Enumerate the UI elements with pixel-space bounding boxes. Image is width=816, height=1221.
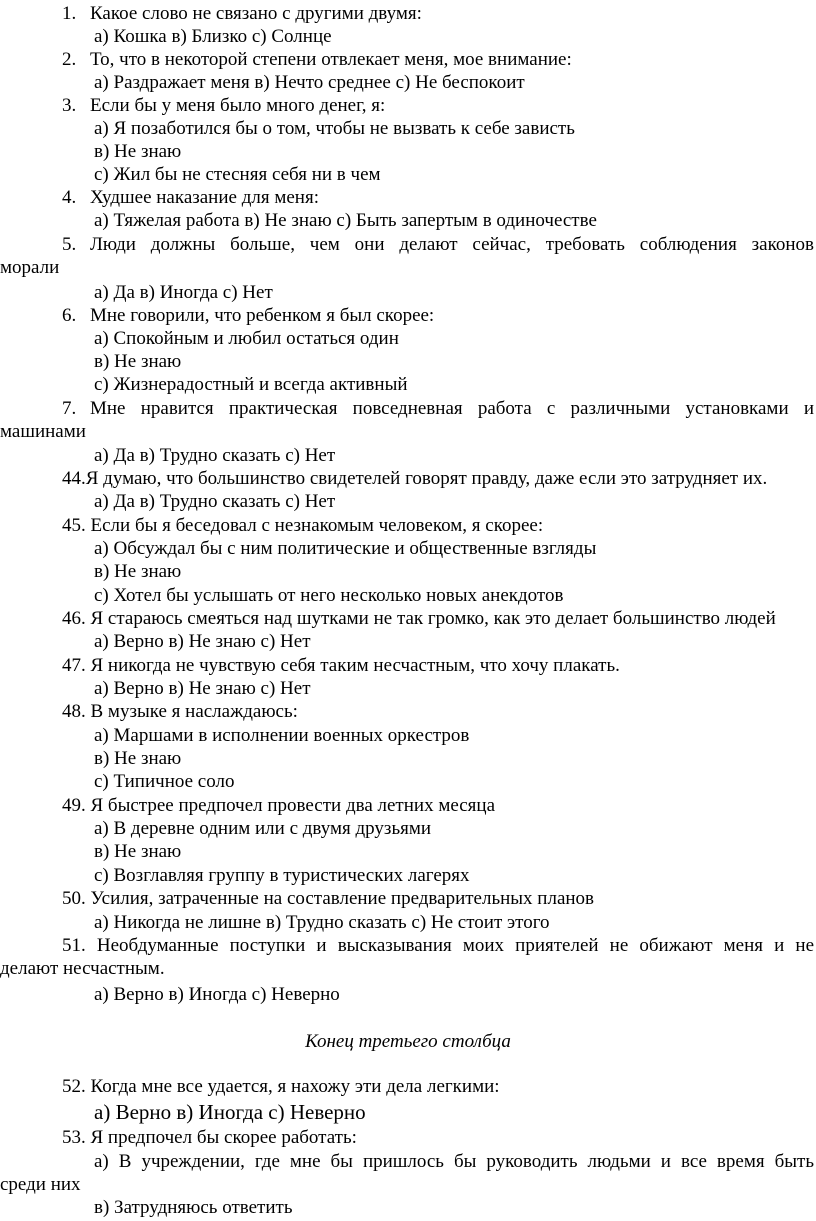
question-number: 1. bbox=[62, 3, 77, 24]
question-4 bbox=[62, 186, 319, 209]
question-text-continuation: машинами bbox=[0, 421, 86, 442]
question-number: 3. bbox=[62, 95, 77, 116]
question-text: Я никогда не чувствую себя таким несчастным, что хочу плакать. bbox=[90, 655, 620, 676]
question-7 bbox=[62, 397, 814, 420]
question-text: Я предпочел бы скорее работать: bbox=[90, 1127, 357, 1148]
question-text: В музыке я наслаждаюсь: bbox=[90, 701, 298, 722]
answer-option-a: а) В деревне одним или с двумя друзьями bbox=[94, 818, 432, 839]
question-number: 48. bbox=[62, 701, 86, 722]
question-47 bbox=[62, 654, 620, 677]
answer-options: а) Верно в) Иногда с) Неверно bbox=[94, 1100, 366, 1124]
answer-options: а) Да в) Трудно сказать с) Нет bbox=[94, 491, 336, 512]
question-text: Мне нравится практическая повседневная работа с различными установками и bbox=[90, 398, 814, 419]
answer-options: а) Никогда не лишне в) Трудно сказать с) Не стоит этого bbox=[94, 912, 550, 933]
answer-options: а) Верно в) Не знаю с) Нет bbox=[94, 631, 311, 652]
answer-option-continuation: среди них bbox=[0, 1174, 81, 1195]
question-45 bbox=[62, 514, 543, 537]
question-number: 50. bbox=[62, 888, 86, 909]
section-end-note: Конец третьего столбца bbox=[305, 1031, 511, 1052]
question-number: 46. bbox=[62, 608, 86, 629]
question-number: 52. bbox=[62, 1076, 86, 1097]
question-number: 53. bbox=[62, 1127, 86, 1148]
question-3 bbox=[62, 94, 385, 117]
question-text: Люди должны больше, чем они делают сейчас, требовать соблюдения законов bbox=[90, 234, 814, 255]
answer-option-b: в) Затрудняюсь ответить bbox=[94, 1197, 293, 1218]
question-number: 44. bbox=[62, 468, 86, 489]
answer-option-c: с) Жил бы не стесняя себя ни в чем bbox=[94, 164, 381, 185]
answer-option-c: с) Хотел бы услышать от него несколько новых анекдотов bbox=[94, 585, 564, 606]
question-48 bbox=[62, 700, 298, 723]
question-5 bbox=[62, 233, 814, 256]
answer-options: а) Верно в) Иногда с) Неверно bbox=[94, 984, 340, 1005]
question-text: Я думаю, что большинство свидетелей говорят правду, даже если это затрудняет их. bbox=[85, 468, 768, 489]
answer-option-b: в) Не знаю bbox=[94, 141, 182, 162]
question-text: Если бы у меня было много денег, я: bbox=[90, 95, 386, 116]
answer-options: а) Да в) Трудно сказать с) Нет bbox=[94, 445, 336, 466]
answer-option-c: с) Типичное соло bbox=[94, 771, 235, 792]
question-number: 45. bbox=[62, 515, 86, 536]
question-number: 5. bbox=[62, 234, 77, 255]
question-49 bbox=[62, 794, 495, 817]
answer-options: а) Кошка в) Близко с) Солнце bbox=[94, 26, 332, 47]
question-number: 47. bbox=[62, 655, 86, 676]
answer-option-b: в) Не знаю bbox=[94, 841, 182, 862]
question-text: То, что в некоторой степени отвлекает меня, мое внимание: bbox=[90, 49, 572, 70]
answer-option-a: а) Я позаботился бы о том, чтобы не вызвать к себе зависть bbox=[94, 118, 575, 139]
question-text: Я стараюсь смеяться над шутками не так громко, как это делает большинство людей bbox=[90, 608, 776, 629]
answer-option-a: а) Обсуждал бы с ним политические и общественные взгляды bbox=[94, 538, 597, 559]
question-number: 7. bbox=[62, 398, 77, 419]
question-51 bbox=[62, 934, 814, 957]
answer-options: а) Тяжелая работа в) Не знаю с) Быть запертым в одиночестве bbox=[94, 210, 597, 231]
answer-option-a: а) Маршами в исполнении военных оркестров bbox=[94, 725, 470, 746]
question-text: Я быстрее предпочел провести два летних месяца bbox=[90, 795, 496, 816]
answer-options: а) Да в) Иногда с) Нет bbox=[94, 282, 273, 303]
question-text-continuation: морали bbox=[0, 257, 60, 278]
answer-option-c: с) Возглавляя группу в туристических лагерях bbox=[94, 865, 470, 886]
question-44 bbox=[62, 467, 767, 490]
question-text-continuation: делают несчастным. bbox=[0, 958, 165, 979]
question-text: Какое слово не связано с другими двумя: bbox=[90, 3, 422, 24]
answer-option-b: в) Не знаю bbox=[94, 748, 182, 769]
question-number: 49. bbox=[62, 795, 86, 816]
question-46 bbox=[62, 607, 776, 630]
question-text: Если бы я беседовал с незнакомым человеком, я скорее: bbox=[90, 515, 544, 536]
question-number: 4. bbox=[62, 187, 77, 208]
answer-option-b: в) Не знаю bbox=[94, 351, 182, 372]
answer-options: а) Верно в) Не знаю с) Нет bbox=[94, 678, 311, 699]
question-number: 2. bbox=[62, 49, 77, 70]
question-1 bbox=[62, 2, 422, 25]
question-number: 51. bbox=[62, 935, 86, 956]
question-text: Мне говорили, что ребенком я был скорее: bbox=[90, 305, 435, 326]
question-number: 6. bbox=[62, 305, 77, 326]
answer-option-a: а) В учреждении, где мне бы пришлось бы руководить людьми и все время быть bbox=[94, 1151, 814, 1172]
answer-option-b: в) Не знаю bbox=[94, 561, 182, 582]
question-52 bbox=[62, 1075, 500, 1098]
question-text: Необдуманные поступки и высказывания моих приятелей не обижают меня и не bbox=[96, 935, 815, 956]
question-text: Когда мне все удается, я нахожу эти дела легкими: bbox=[90, 1076, 500, 1097]
question-6 bbox=[62, 304, 434, 327]
question-2 bbox=[62, 48, 572, 71]
question-50 bbox=[62, 887, 594, 910]
question-text: Худшее наказание для меня: bbox=[90, 187, 319, 208]
answer-options: а) Раздражает меня в) Нечто среднее с) Не беспокоит bbox=[94, 72, 525, 93]
question-text: Усилия, затраченные на составление предварительных планов bbox=[90, 888, 595, 909]
answer-option-a: а) Спокойным и любил остаться один bbox=[94, 328, 399, 349]
answer-option-c: с) Жизнерадостный и всегда активный bbox=[94, 374, 408, 395]
question-53 bbox=[62, 1126, 357, 1149]
